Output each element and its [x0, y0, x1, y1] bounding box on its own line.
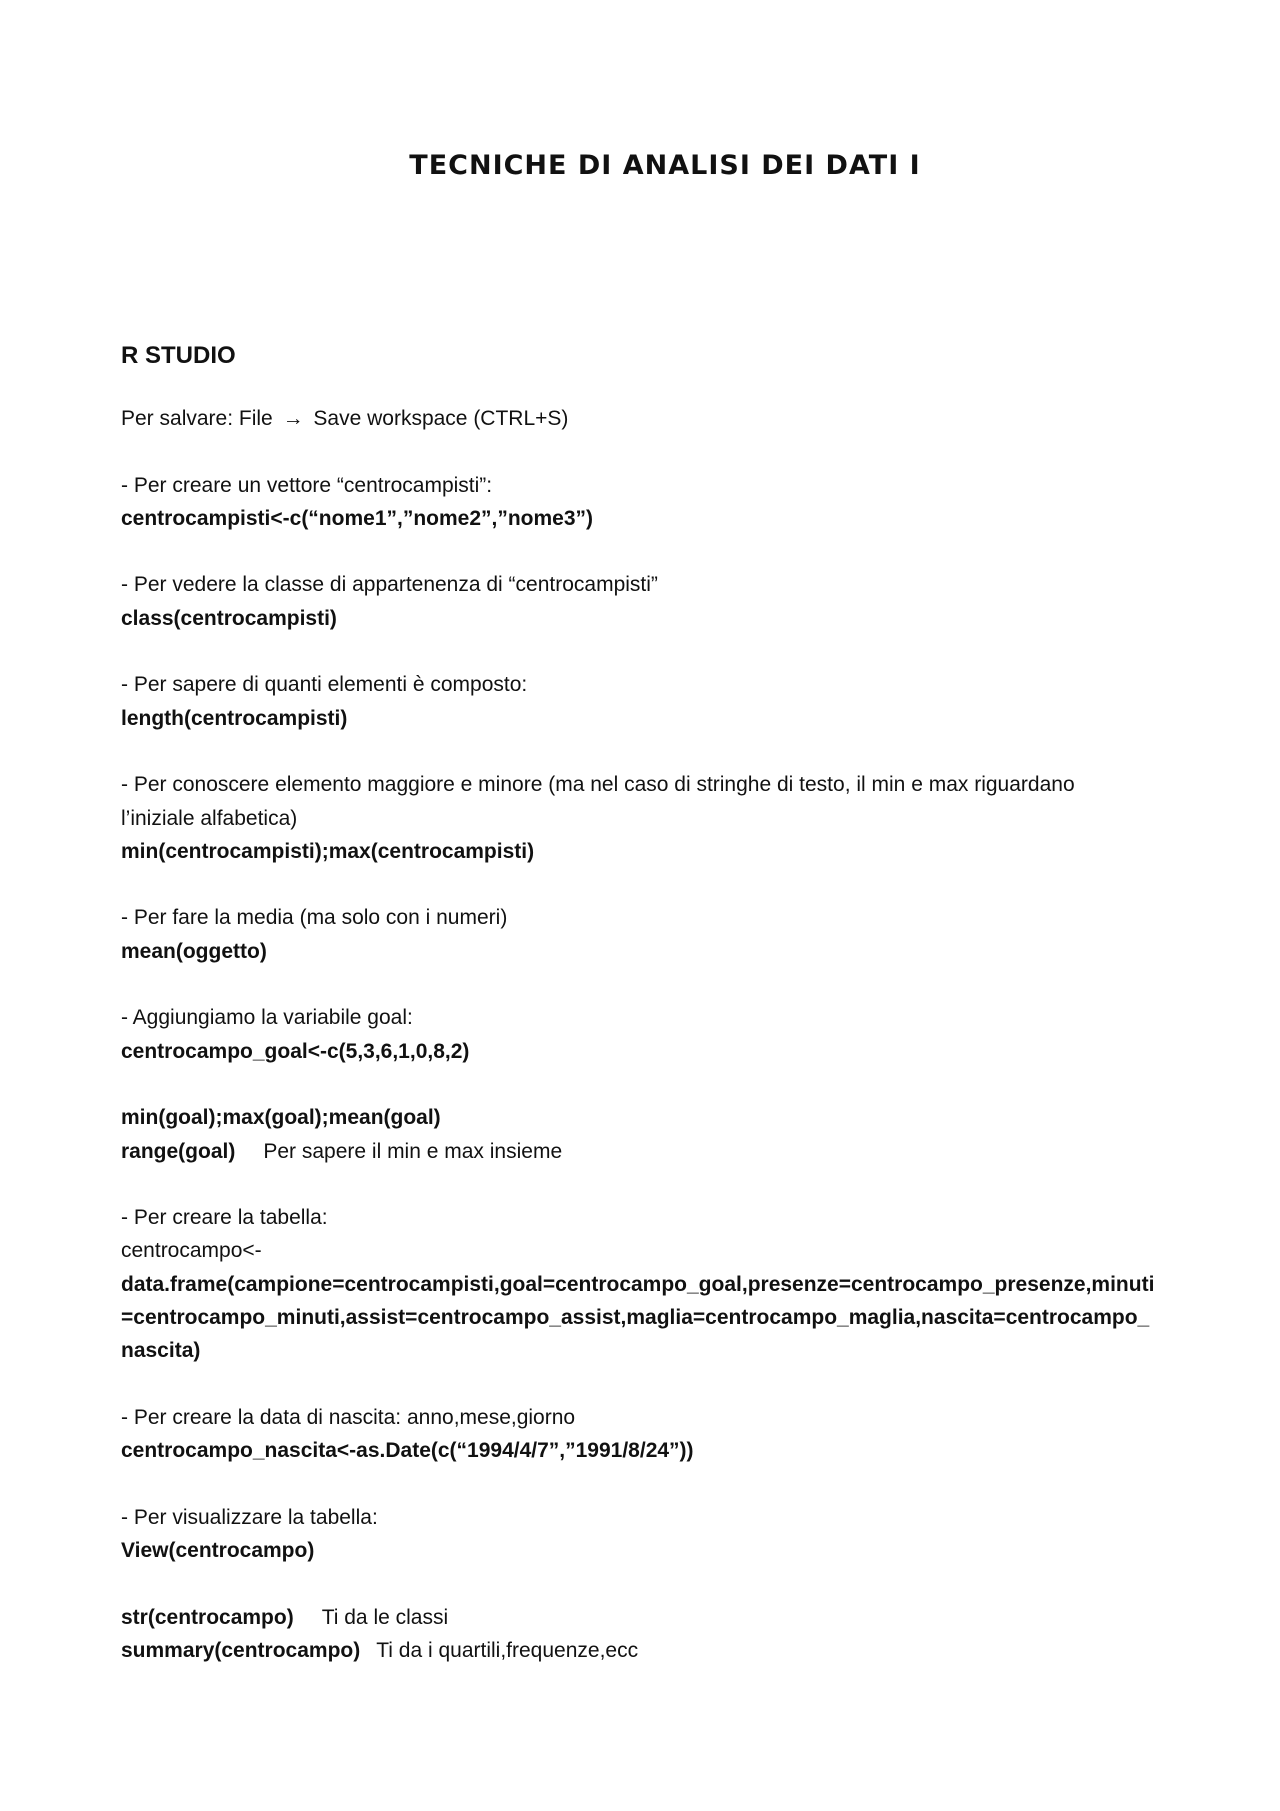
length-description: - Per sapere di quanti elementi è composto:	[121, 673, 528, 697]
birthdate-description: - Per creare la data di nascita: anno,mese,giorno	[121, 1405, 576, 1429]
summary-line	[121, 1634, 1161, 1667]
document-title: TECNICHE DI ANALISI DEI DATI I	[409, 150, 921, 181]
save-instruction	[121, 402, 1161, 435]
summary-code: summary(centrocampo)	[121, 1638, 361, 1662]
minmax-description-line-2: l’iniziale alfabetica)	[121, 806, 298, 830]
view-description: - Per visualizzare la tabella:	[121, 1505, 378, 1529]
str-line	[121, 1601, 1161, 1634]
document-body	[121, 402, 1161, 1667]
range-note: Per sapere il min e max insieme	[263, 1139, 563, 1163]
str-code: str(centrocampo)	[121, 1605, 294, 1629]
range-code: range(goal)	[121, 1139, 236, 1163]
vector-code: centrocampisti<-c(“nome1”,”nome2”,”nome3”)	[121, 506, 594, 530]
save-prefix: Per salvare: File	[121, 407, 273, 430]
birthdate-code: centrocampo_nascita<-as.Date(c(“1994/4/7”,”1991/8/24”))	[121, 1439, 694, 1463]
class-description: - Per vedere la classe di appartenenza di “centrocampisti”	[121, 573, 658, 597]
str-note: Ti da le classi	[321, 1605, 449, 1629]
class-code: class(centrocampisti)	[121, 606, 337, 630]
save-suffix: Save workspace (CTRL+S)	[313, 407, 569, 430]
goal-code: centrocampo_goal<-c(5,3,6,1,0,8,2)	[121, 1039, 470, 1063]
table-code: data.frame(campione=centrocampisti,goal=centrocampo_goal,presenze=centrocampo_presenze,minuti=centrocampo_minuti,assist=centrocampo_assist,maglia=centrocampo_maglia,nascita=centrocampo_nascita)	[121, 1272, 1155, 1363]
section-heading: R STUDIO	[121, 342, 236, 369]
mean-description: - Per fare la media (ma solo con i numeri)	[121, 906, 508, 930]
length-code: length(centrocampisti)	[121, 706, 348, 730]
summary-note: Ti da i quartili,frequenze,ecc	[376, 1638, 639, 1662]
goal-stats-code: min(goal);max(goal);mean(goal)	[121, 1106, 441, 1130]
table-assign: centrocampo<-	[121, 1239, 262, 1263]
minmax-code: min(centrocampisti);max(centrocampisti)	[121, 839, 535, 863]
minmax-description-line-1: - Per conoscere elemento maggiore e minore (ma nel caso di stringhe di testo, il min e max riguardano	[121, 773, 1075, 797]
vector-description: - Per creare un vettore “centrocampisti”:	[121, 473, 493, 497]
view-code: View(centrocampo)	[121, 1539, 315, 1563]
goal-description: - Aggiungiamo la variabile goal:	[121, 1006, 413, 1030]
table-description: - Per creare la tabella:	[121, 1206, 328, 1230]
arrow-right-icon: →	[282, 407, 304, 430]
mean-code: mean(oggetto)	[121, 939, 267, 963]
range-line	[121, 1135, 1161, 1168]
